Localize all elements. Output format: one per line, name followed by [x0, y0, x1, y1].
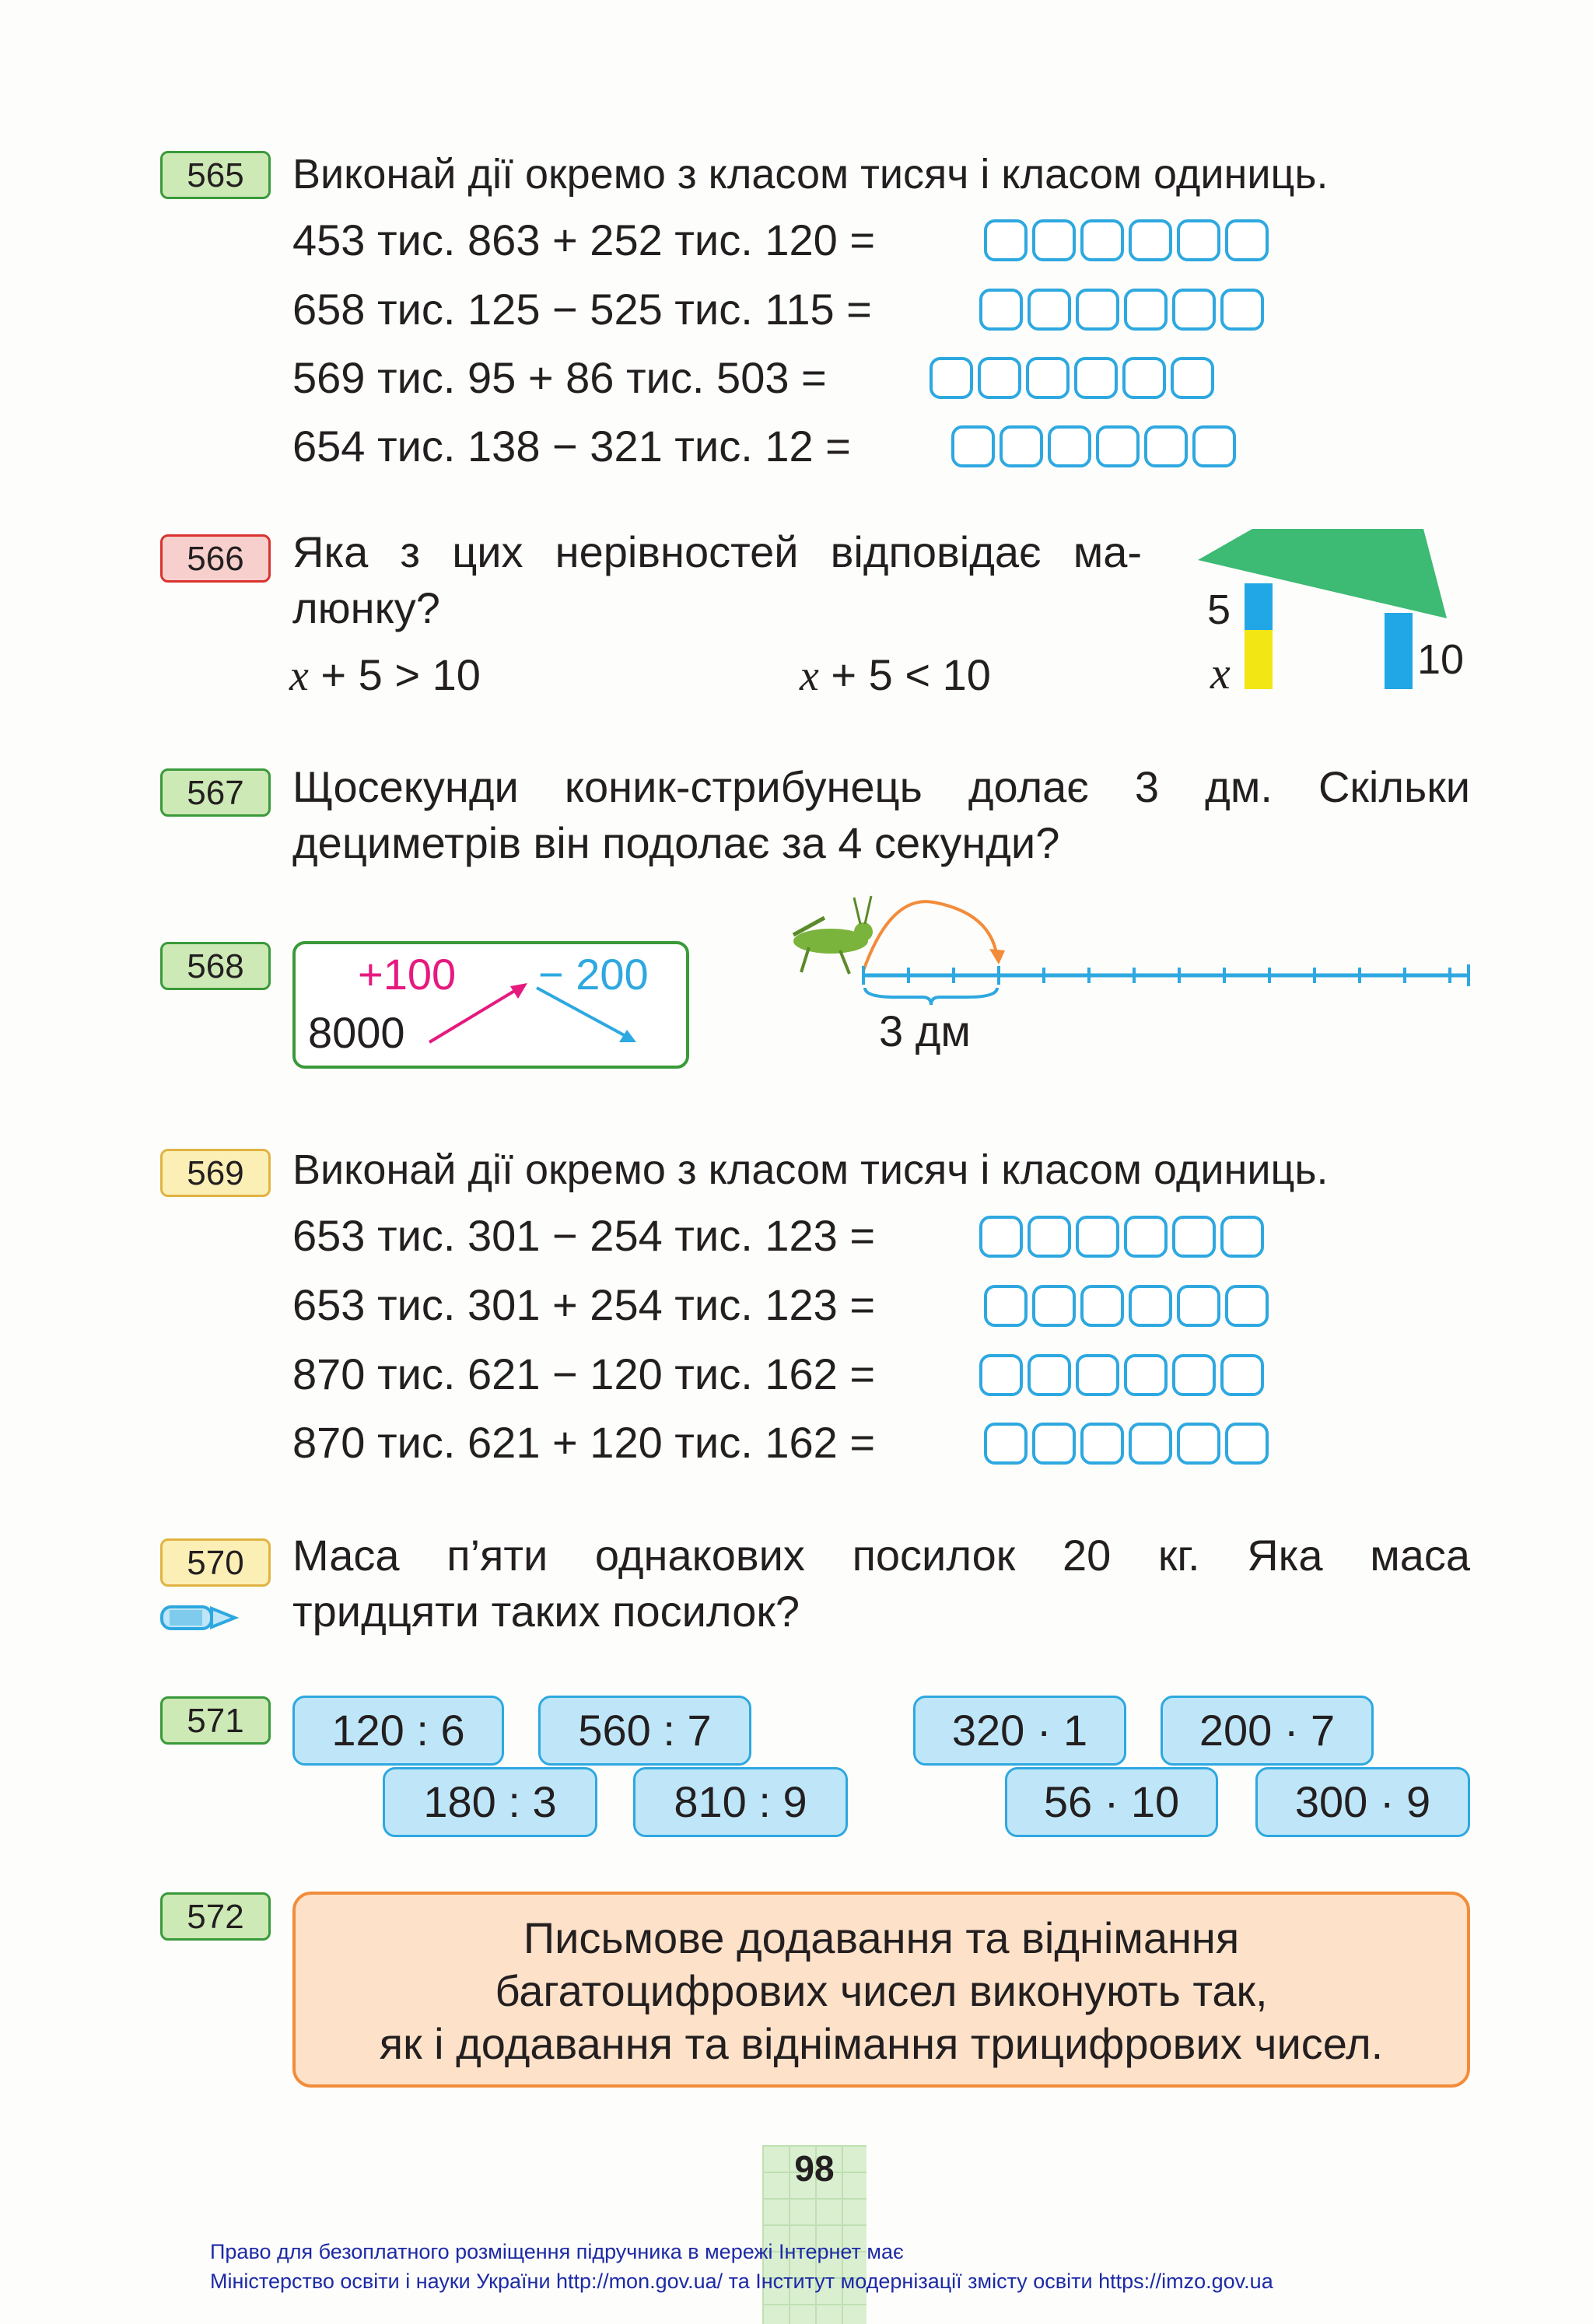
- rule-line-3: як і додавання та віднімання трицифрових чисел.: [379, 2019, 1384, 2068]
- answer-boxes-565-2[interactable]: [979, 289, 1264, 331]
- jump-arc: [863, 901, 997, 971]
- variable-x: x: [800, 652, 819, 700]
- exercise-number-566: 566: [160, 534, 271, 583]
- picture-label-5: 5: [1207, 586, 1231, 633]
- expression-card[interactable]: 320 · 1: [913, 1696, 1126, 1766]
- answer-boxes-569-1[interactable]: [979, 1216, 1264, 1258]
- brace: [865, 988, 997, 1005]
- exercise-number-565: 565: [160, 151, 271, 199]
- ruler-label: 3 дм: [879, 1006, 971, 1055]
- bar-5: [1245, 583, 1273, 630]
- exercise-569-line-3: 870 тис. 621 − 120 тис. 162 =: [292, 1349, 876, 1398]
- inequality-1-rest: + 5 > 10: [308, 650, 481, 699]
- answer-boxes-569-2[interactable]: [984, 1285, 1269, 1327]
- exercise-566-question-line-1: Яка з цих нерівностей відповідає ма-: [292, 527, 1142, 576]
- exercise-569-instruction: Виконай дії окремо з класом тисяч і класом одиниць.: [292, 1146, 1329, 1193]
- rule-line-2: багатоцифрових чисел виконують так,: [495, 1966, 1268, 2015]
- exercise-565-line-2: 658 тис. 125 − 525 тис. 115 =: [292, 285, 872, 334]
- arrow-head-icon: [619, 1030, 636, 1042]
- footer-line-1: Право для безоплатного розміщення підручника в мережі Інтернет має: [210, 2240, 904, 2263]
- exercise-569-line-2: 653 тис. 301 + 254 тис. 123 =: [292, 1280, 876, 1329]
- expression-card[interactable]: 200 · 7: [1161, 1696, 1374, 1766]
- chain-arrow-up: [429, 988, 520, 1042]
- chain-minus-label: − 200: [538, 950, 649, 999]
- answer-boxes-565-1[interactable]: [984, 219, 1269, 261]
- exercise-570-line-2: тридцяти таких посилок?: [292, 1587, 800, 1636]
- exercise-number-570: 570: [160, 1538, 271, 1587]
- bar-x: [1245, 630, 1273, 689]
- expression-card[interactable]: 120 : 6: [292, 1696, 504, 1766]
- inequality-option-2[interactable]: [800, 647, 991, 704]
- chain-plus-label: +100: [358, 950, 457, 999]
- exercise-565-line-3: 569 тис. 95 + 86 тис. 503 =: [292, 353, 827, 402]
- expression-card[interactable]: 180 : 3: [383, 1767, 597, 1837]
- exercise-566-question-line-2: люнку?: [292, 583, 440, 632]
- pencil-icon: [159, 1598, 241, 1638]
- footer-line-2: Міністерство освіти і науки України http://mon.gov.ua/ та Інститут модернізації змісту освіти https://imzo.gov.ua: [210, 2270, 1273, 2293]
- exercise-565-line-1: 453 тис. 863 + 252 тис. 120 =: [292, 215, 876, 264]
- rule-line-1: Письмове додавання та віднімання: [523, 1913, 1240, 1962]
- exercise-569-line-4: 870 тис. 621 + 120 тис. 162 =: [292, 1418, 876, 1467]
- variable-x: x: [289, 652, 309, 700]
- inequality-option-1[interactable]: [289, 647, 481, 704]
- expression-card[interactable]: 300 · 9: [1255, 1767, 1470, 1837]
- exercise-569-line-1: 653 тис. 301 − 254 тис. 123 =: [292, 1211, 876, 1260]
- exercise-565-line-4: 654 тис. 138 − 321 тис. 12 =: [292, 422, 851, 471]
- chain-start-number: 8000: [308, 1008, 405, 1057]
- chain-arrows: [420, 964, 653, 1058]
- exercise-570-line-1: Маса п’яти однакових посилок 20 кг. Яка маса: [292, 1531, 1470, 1580]
- exercise-number-567: 567: [160, 768, 271, 817]
- rule-box: [292, 1892, 1470, 2088]
- expression-card[interactable]: 56 · 10: [1005, 1767, 1218, 1837]
- exercise-567-line-2: дециметрів він подолає за 4 секунди?: [292, 818, 1060, 867]
- inequality-2-rest: + 5 < 10: [818, 650, 991, 699]
- exercise-565-instruction: Виконай дії окремо з класом тисяч і класом одиниць.: [292, 151, 1329, 198]
- exercise-567-line-1: Щосекунди коник-стрибунець долає 3 дм. Скільки: [292, 762, 1470, 811]
- exercise-number-569: 569: [160, 1149, 271, 1197]
- page-number: 98: [794, 2148, 835, 2189]
- arrow-head-icon: [989, 949, 1005, 964]
- grasshopper-icon: [793, 896, 873, 974]
- expression-card[interactable]: 810 : 9: [633, 1767, 848, 1837]
- picture-label-x: x: [1210, 648, 1231, 698]
- answer-boxes-565-4[interactable]: [951, 425, 1236, 467]
- answer-boxes-565-3[interactable]: [930, 357, 1214, 399]
- chain-arrow-down: [537, 988, 628, 1038]
- exercise-number-568: 568: [160, 942, 271, 990]
- answer-boxes-569-3[interactable]: [979, 1354, 1264, 1396]
- exercise-number-572: 572: [160, 1892, 271, 1941]
- answer-boxes-569-4[interactable]: [984, 1423, 1269, 1465]
- bar-10: [1385, 613, 1413, 689]
- roof-shape: [1198, 529, 1447, 618]
- picture-label-10: 10: [1417, 636, 1465, 683]
- exercise-number-571: 571: [160, 1696, 271, 1745]
- expression-card[interactable]: 560 : 7: [538, 1696, 751, 1766]
